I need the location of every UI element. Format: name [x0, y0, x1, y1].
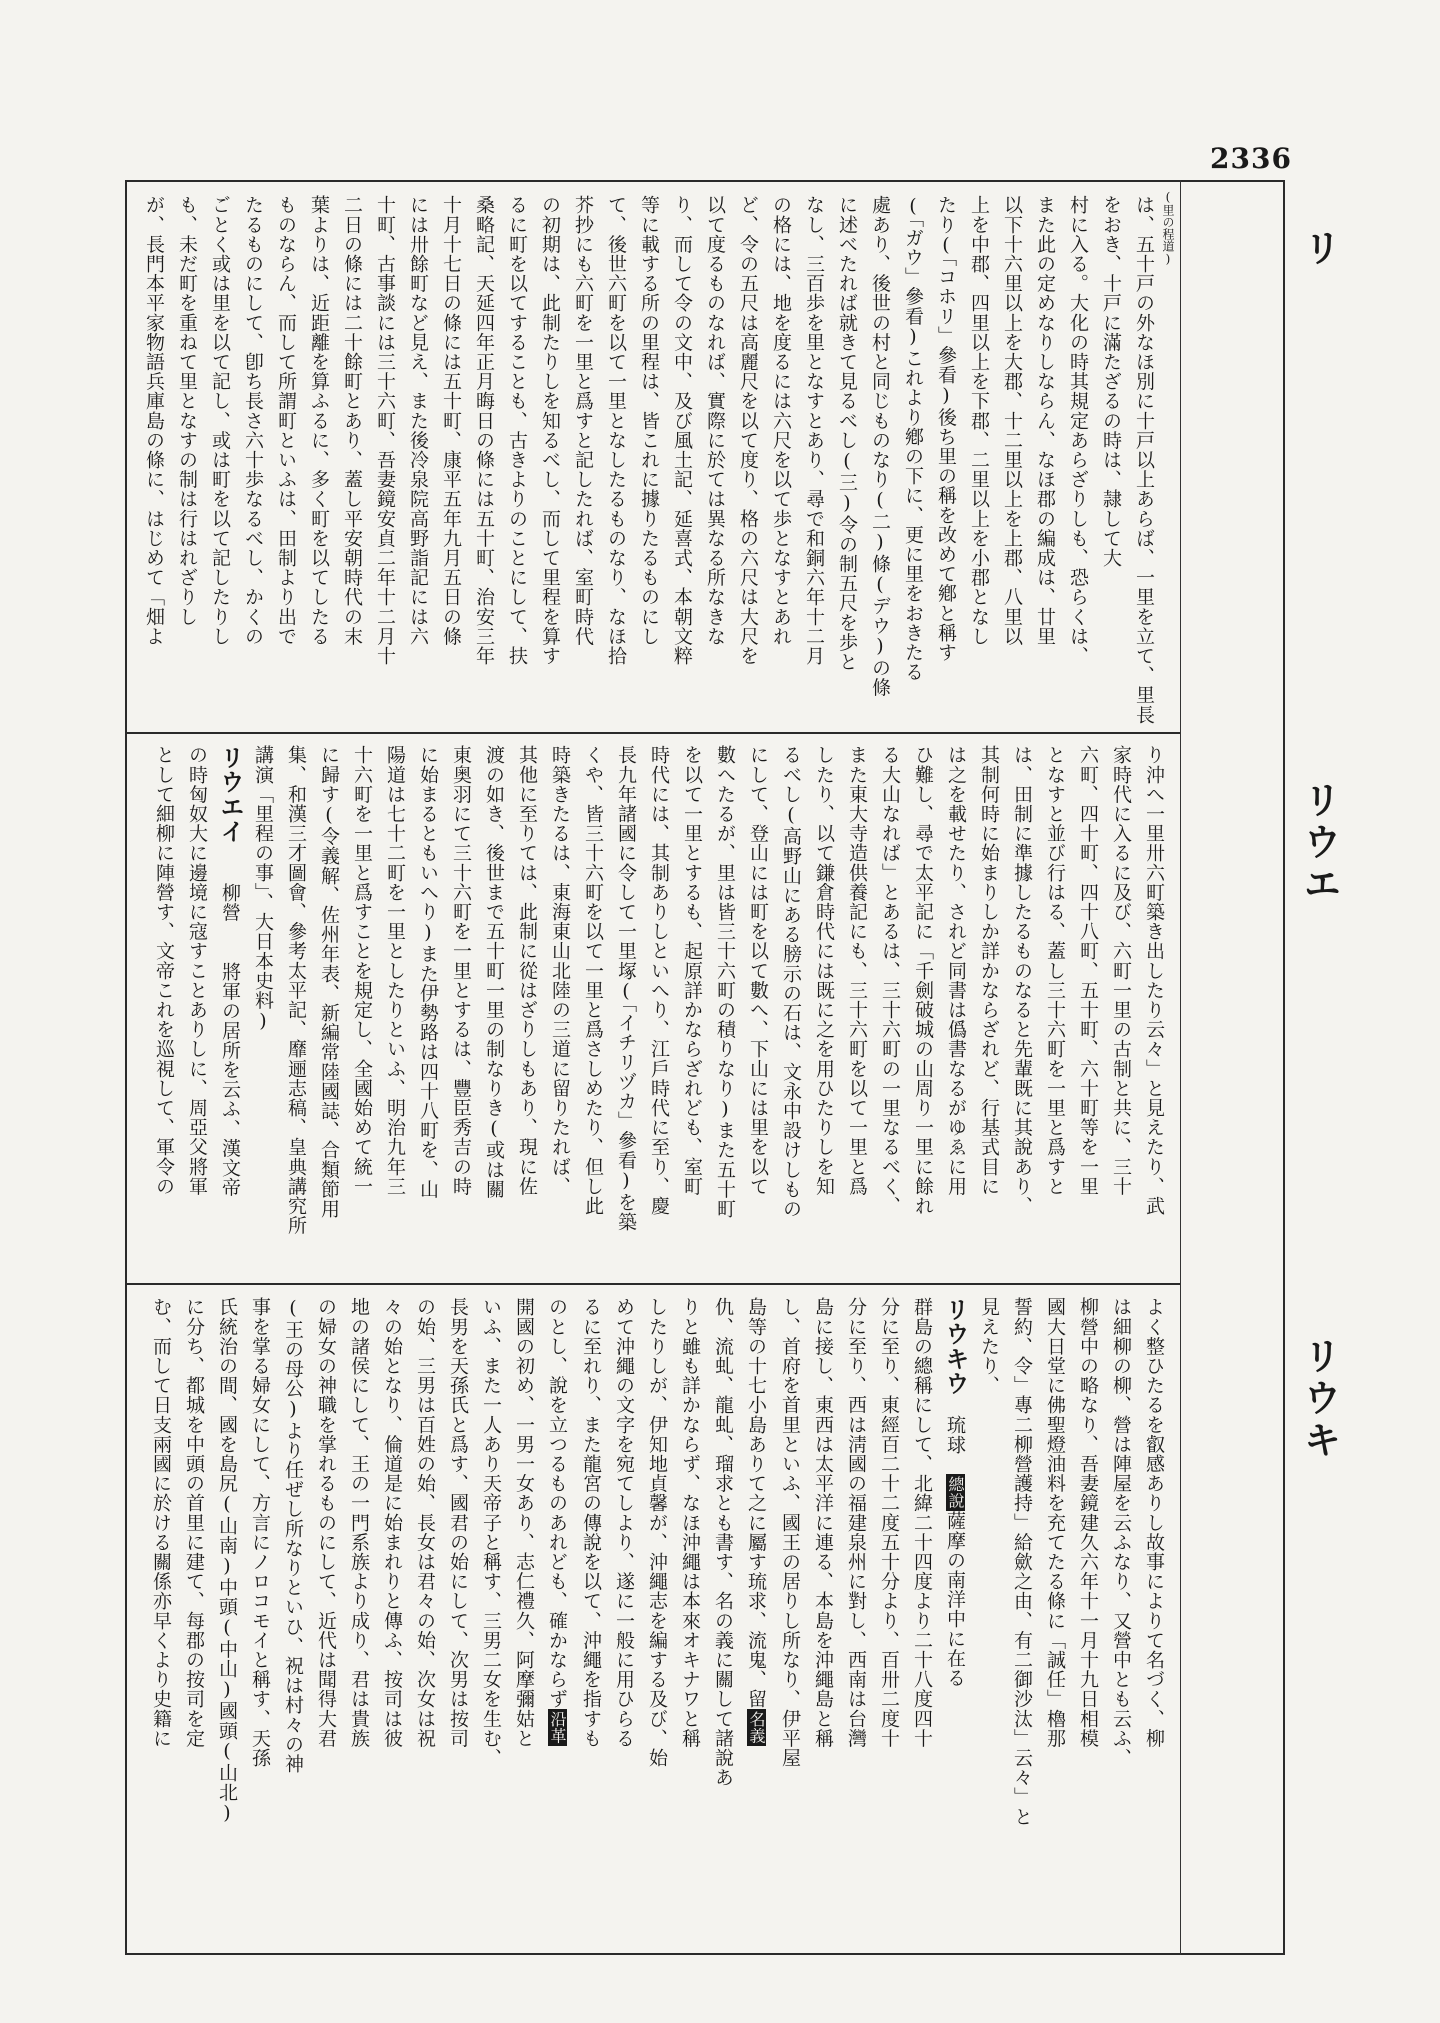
text-line: り、而して令の文中、及び風土記、延喜式、本朝文粹 [671, 195, 693, 666]
text-line: の格には、地を度るには六尺を以て歩となすとあれ [770, 195, 792, 646]
text-line: 誓約、令」專二柳營護持」給歛之由、有二御沙汰」云々」と [1011, 1297, 1033, 1827]
entry-kanji-ryuei: 柳營 [219, 863, 241, 942]
text-line: くや、皆三十六町を以て一里と爲さしめたり、但し此 [582, 745, 604, 1216]
text-line: 處あり、後世の村と同じものなり(二)條(デウ)の條 [869, 195, 891, 697]
text-line: 其他に至りては、此制に從はざりしもあり、現に佐 [516, 745, 538, 1196]
text-line: 桑略記、天延四年正月晦日の條には五十町、治安三年 [473, 195, 495, 666]
text-line: 仇、流虬、龍虬、瑠求とも書す、名の義に關して諸說あ [712, 1297, 734, 1787]
section-badge-name-meaning: 名義 [747, 1710, 766, 1744]
text-line: は、五十戸の外なほ別に十戸以上あらば、一里を立て、里長をおき、十戸に滿たざるの時は、隷して大 [1100, 195, 1155, 725]
text-line: 芥抄にも六町を一里と爲すと記したれば、室町時代 [572, 195, 594, 646]
text-line: (「ガウ」參看)これより鄕の下に、更に里をおきたる [902, 195, 924, 682]
text-line: たるものにして、卽ち長さ六十歩なるべし、かくの [242, 195, 264, 646]
text-line: 其制何時に始まりしか詳かならざれど、行基式目に [978, 745, 1000, 1196]
text-line: は、田制に準據したるものなると先輩既に其說あり、 [1011, 745, 1033, 1216]
text-line: るに至れり、また龍宮の傳說を以て、沖繩を指すも [580, 1297, 602, 1748]
text-line: のとし、說を立つるものあれども、確かならず沿革 [546, 1297, 568, 1744]
text-line: したりしが、伊知地貞馨が、沖繩志を編する及び、始 [646, 1297, 668, 1768]
text-line: 柳營中の略なり、吾妻鏡建久六年十一月十九日相模 [1077, 1297, 1099, 1748]
text-line: (王の母公)より任ぜし所なりといひ、祝は村々の神 [282, 1297, 304, 1774]
text-line: 葉よりは、近距離を算ふるに、多く町を以てしたる [308, 195, 330, 646]
text-line: が、長門本平家物語兵庫島の條に、はじめて「畑よ [143, 195, 165, 646]
text-line: 開國の初め、一男一女あり、志仁禮久、阿摩彌姑と [513, 1297, 535, 1748]
text-line: 講演「里程の事」、大日本史料) [252, 745, 274, 1033]
text-line: 渡の如き、後世まで五十町一里の制なりき(或は關 [483, 745, 505, 1199]
text-line: めて沖繩の文字を宛てしより、遂に一般に用ひらる [613, 1297, 635, 1748]
entry-kanji-ryukyu: 琉球 [944, 1395, 966, 1474]
text-line: に述べたれば就きて見るべし(三)令の制五尺を歩と [836, 195, 858, 672]
text-line: 薩摩の南洋中に在る [944, 1511, 966, 1688]
text-line: よく整ひたるを叡感ありし故事によりて名づく、柳 [1143, 1297, 1165, 1748]
section-badge-history: 沿革 [548, 1710, 567, 1744]
text-line: 十六町を一里と爲すことを規定し、全國始めて統一 [351, 745, 373, 1196]
text-line: の始、三男は百姓の始、長女は君々の始、次女は祝 [414, 1297, 436, 1748]
side-headword-riue: リウエ [1297, 780, 1341, 906]
text-line: を以て一里とするも、起原詳かならざれども、室町 [681, 745, 703, 1196]
text-line: ひ難し、尋で太平記に「千劍破城の山周り一里に餘れ [912, 745, 934, 1216]
text-line: となすと並び行はる、蓋し三十六町を一里と爲すと [1044, 745, 1066, 1196]
text-line: 二日の條には二十餘町とあり、蓋し平安朝時代の末 [341, 195, 363, 646]
text-line: に分ち、都城を中頭の首里に建て、每郡の按司を定 [183, 1297, 205, 1748]
text-line: 時築きたるは、東海東山北陸の三道に留りたれば、 [549, 745, 571, 1196]
text-line: にして、登山には町を以て數へ、下山には里を以て [747, 745, 769, 1196]
entry-headword-ryukyu: リウキウ [941, 1297, 969, 1396]
text-line: 長男を天孫氏と爲す、國君の始にして、次男は按司 [447, 1297, 469, 1748]
text-line: は細柳の柳、營は陣屋を云ふなり、又營中とも云ふ、 [1110, 1297, 1132, 1768]
text-line: 六町、四十町、四十八町、五十町、六十町等を一里 [1077, 745, 1099, 1196]
text-line: ごとく或は里を以て記し、或は町を以て記したりし [209, 195, 231, 646]
text-line: し、首府を首里といふ、國王の居りし所なり、伊平屋 [779, 1297, 801, 1768]
text-line: の婦女の神職を掌れるものにして、近代は聞得大君 [315, 1297, 337, 1748]
side-headword-ri: リ [1297, 228, 1341, 270]
text-line: 家時代に入るに及び、六町一里の古制と共に、三十 [1110, 745, 1132, 1196]
text-line: 群島の總稱にして、北緯二十四度より二十八度四十 [911, 1297, 933, 1748]
section-badge-overview: 總說 [946, 1475, 965, 1510]
text-line: として細柳に陣營す、文帝これを巡視して、軍令の [153, 745, 175, 1196]
text-line: 集、和漢三才圖會、參考太平記、靡逦志稿、皇典講究所 [285, 745, 307, 1235]
tier-top-text [140, 195, 1160, 725]
text-line: 長九年諸國に令して一里塚(「イチリヅカ」參看)を築 [615, 745, 637, 1232]
tier-middle-text [140, 745, 1170, 1275]
page-number: 2336 [1210, 142, 1292, 175]
side-headword-riuki: リウキ [1297, 1336, 1341, 1462]
text-line: る大山なれば」とあるは、三十六町の一里なるべく、 [879, 745, 901, 1216]
text-line: 十町、古事談には三十六町、吾妻鏡安貞二年十二月十 [374, 195, 396, 666]
text-line: また此の定めなりしならん、なほ郡の編成は、廿里 [1034, 195, 1056, 646]
text-line: り沖へ一里卅六町築き出したり云々」と見えたり、武 [1143, 745, 1165, 1216]
text-line: 島に接し、東西は太平洋に連る、本島を沖繩島と稱 [812, 1297, 834, 1748]
text-line: 事を掌る婦女にして、方言にノロコモイと稱す、天孫 [249, 1297, 271, 1768]
text-line: 將軍の居所を云ふ、漢文帝 [219, 961, 241, 1198]
text-line: には卅餘町など見え、また後冷泉院高野詣記には六 [407, 195, 429, 646]
text-line: いふ、また一人あり天帝子と稱す、三男二女を生む、 [480, 1297, 502, 1768]
margin-note: (里の程道) [1161, 190, 1175, 266]
text-line: るに町を以てすることも、古きよりのことにして、扶 [506, 195, 528, 666]
text-line: 東奥羽にて三十六町を一里とするは、豐臣秀吉の時 [450, 745, 472, 1196]
text-line: む、而して日支兩國に於ける關係亦早くより史籍に [150, 1297, 172, 1748]
text-line: 村に入る。大化の時其規定あらざりしも、恐らくは、 [1067, 195, 1089, 666]
text-line: 見えたり、 [978, 1297, 1000, 1395]
text-line: 分に至り、西は淸國の福建泉州に對し、西南は台灣 [845, 1297, 867, 1748]
entry-heading-ryukyu [938, 1297, 972, 1945]
text-line: に始まるともいへり)また伊勢路は四十八町を、山 [417, 745, 439, 1199]
text-line: て、後世六町を以て一里となしたるものなり、なほ拾 [605, 195, 627, 666]
entry-heading-ryuei [213, 745, 246, 1275]
text-line: たり(「コホリ」參看)後ち里の稱を改めて鄕と稱す [935, 195, 957, 662]
text-line: も、未だ町を重ねて里となすの制は行はれざりし [176, 195, 198, 627]
text-line: に歸す(令義解、佐州年表、新編常陸國誌、合類節用 [318, 745, 340, 1219]
entry-headword-ryuei: リウエイ [216, 745, 244, 844]
text-line: りと雖も詳かならず、なほ沖繩は本來オキナワと稱 [679, 1297, 701, 1748]
text-line: 陽道は七十二町を一里としたりといふ、明治九年三 [384, 745, 406, 1196]
tier-bottom-text [140, 1297, 1170, 1945]
text-line: 國大日堂に佛聖燈油料を充てたる條に「誠任」櫓那 [1044, 1297, 1066, 1748]
text-line: 々の始となり、倫道是に始まれりと傳ふ、按司は彼 [381, 1297, 403, 1748]
text-line: 以下十六里以上を大郡、十二里以上を上郡、八里以 [1001, 195, 1023, 646]
text-line: 氏統治の間、國を島尻(山南)中頭(中山)國頭(山北) [216, 1297, 238, 1825]
text-line: また東大寺造供養記にも、三十六町を以て一里と爲 [846, 745, 868, 1196]
text-line: 以て度るものなれば、實際に於ては異なる所なきな [704, 195, 726, 646]
text-line: なし、三百歩を里となすとあり、尋で和銅六年十二月 [803, 195, 825, 666]
text-line: 分に至り、東經百二十二度五十分より、百卅二度十 [878, 1297, 900, 1748]
text-line: ものならん、而して所謂町といふは、田制より出で [275, 195, 297, 646]
text-line: 島等の十七小島ありて之に屬す琉求、流鬼、留名義 [745, 1297, 767, 1744]
text-line: したり、以て鎌倉時代には既に之を用ひたりしを知 [813, 745, 835, 1196]
text-line: 地の諸侯にして、王の一門系族より成り、君は貴族 [348, 1297, 370, 1748]
text-line: 十月十七日の條には五十町、康平五年九月五日の條 [440, 195, 462, 646]
text-line: るべし(高野山にある膀示の石は、文永中設けしもの [780, 745, 802, 1219]
text-line: 上を中郡、四里以上を下郡、二里以上を小郡となし [968, 195, 990, 646]
text-line: の時匈奴大に邊境に寇すことありしに、周亞父將軍 [186, 745, 208, 1196]
text-line: の初期は、此制たりしを知るべし、而して里程を算す [539, 195, 561, 666]
text-line: は之を載せたり、されど同書は僞書なるがゆゑに用 [945, 745, 967, 1196]
tier-rule-1 [125, 732, 1180, 734]
headword-column-rule [1180, 180, 1181, 1955]
text-line: 等に載する所の里程は、皆これに據りたるものにし [638, 195, 660, 646]
text-line: 時代には、其制ありしといへり、江戶時代に至り、慶 [648, 745, 670, 1216]
tier-rule-2 [125, 1283, 1180, 1285]
text-line: 數へたるが、里は皆三十六町の積りなり)また五十町 [714, 745, 736, 1219]
text-line: ど、令の五尺は高麗尺を以て度り、格の六尺は大尺を [737, 195, 759, 666]
